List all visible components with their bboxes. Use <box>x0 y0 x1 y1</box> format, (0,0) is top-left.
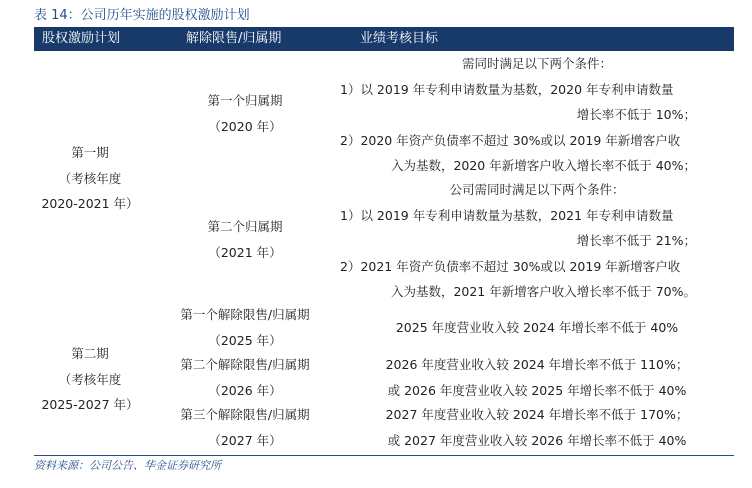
plan-name: 第一期 <box>71 145 109 160</box>
period-cell <box>152 302 338 353</box>
header-plan: 股权激励计划 <box>42 31 121 46</box>
header-period: 解除限售/归属期 <box>186 31 282 46</box>
period-title: 第一个归属期 <box>207 93 283 108</box>
period-cell <box>152 402 338 453</box>
plan-cell <box>34 341 146 418</box>
plan-cell <box>34 140 146 217</box>
target-cell <box>340 177 734 305</box>
plan-name: 第二期 <box>71 346 109 361</box>
footer-rule <box>34 455 734 456</box>
target-line: 增长率不低于 10%； <box>576 107 696 122</box>
target-line: 2025 年度营业收入较 2024 年增长率不低于 40% <box>395 320 679 335</box>
table-caption: 表 14：公司历年实施的股权激励计划 <box>34 8 250 23</box>
period-year: （2025 年） <box>208 332 282 348</box>
header-target: 业绩考核目标 <box>360 31 439 46</box>
period-title: 第二个解除限售/归属期 <box>180 357 310 372</box>
target-line: 入为基数，2020 年新增客户收入增长率不低于 40%； <box>390 158 696 173</box>
target-line: 或 2026 年度营业收入较 2025 年增长率不低于 40% <box>387 382 687 398</box>
period-title: 第三个解除限售/归属期 <box>180 407 310 422</box>
target-cell <box>340 402 734 453</box>
plan-years: 2020-2021 年） <box>41 196 139 211</box>
target-line: 1）以 2019 年专利申请数量为基数，2021 年专利申请数量 <box>340 207 674 223</box>
period-year: （2021 年） <box>208 244 282 260</box>
plan-years: 2025-2027 年） <box>41 397 139 412</box>
plan-years-label: （考核年度 <box>58 371 122 387</box>
target-line: 需同时满足以下两个条件： <box>461 56 612 71</box>
period-cell <box>152 214 338 265</box>
period-cell <box>152 88 338 139</box>
period-year: （2020 年） <box>208 118 282 134</box>
target-line: 2027 年度营业收入较 2024 年增长率不低于 170%； <box>385 407 689 422</box>
period-title: 第二个归属期 <box>207 219 283 234</box>
target-line: 增长率不低于 21%； <box>576 233 696 248</box>
target-cell <box>340 352 734 403</box>
period-year: （2026 年） <box>208 382 282 398</box>
period-title: 第一个解除限售/归属期 <box>180 307 310 322</box>
target-line: 入为基数，2021 年新增客户收入增长率不低于 70%。 <box>390 284 696 299</box>
target-line: 或 2027 年度营业收入较 2026 年增长率不低于 40% <box>387 432 687 448</box>
target-cell <box>340 315 734 341</box>
source-note: 资料来源：公司公告、华金证券研究所 <box>34 459 221 472</box>
target-line: 2026 年度营业收入较 2024 年增长率不低于 110%； <box>385 357 689 372</box>
target-line: 2）2020 年资产负债率不超过 30%或以 2019 年新增客户收 <box>340 132 681 148</box>
target-line: 2）2021 年资产负债率不超过 30%或以 2019 年新增客户收 <box>340 258 681 274</box>
target-line: 1）以 2019 年专利申请数量为基数，2020 年专利申请数量 <box>340 81 674 97</box>
plan-years-label: （考核年度 <box>58 170 122 186</box>
period-year: （2027 年） <box>208 432 282 448</box>
table-header <box>34 27 734 51</box>
target-cell <box>340 51 734 179</box>
period-cell <box>152 352 338 403</box>
target-line: 公司需同时满足以下两个条件： <box>449 182 625 197</box>
